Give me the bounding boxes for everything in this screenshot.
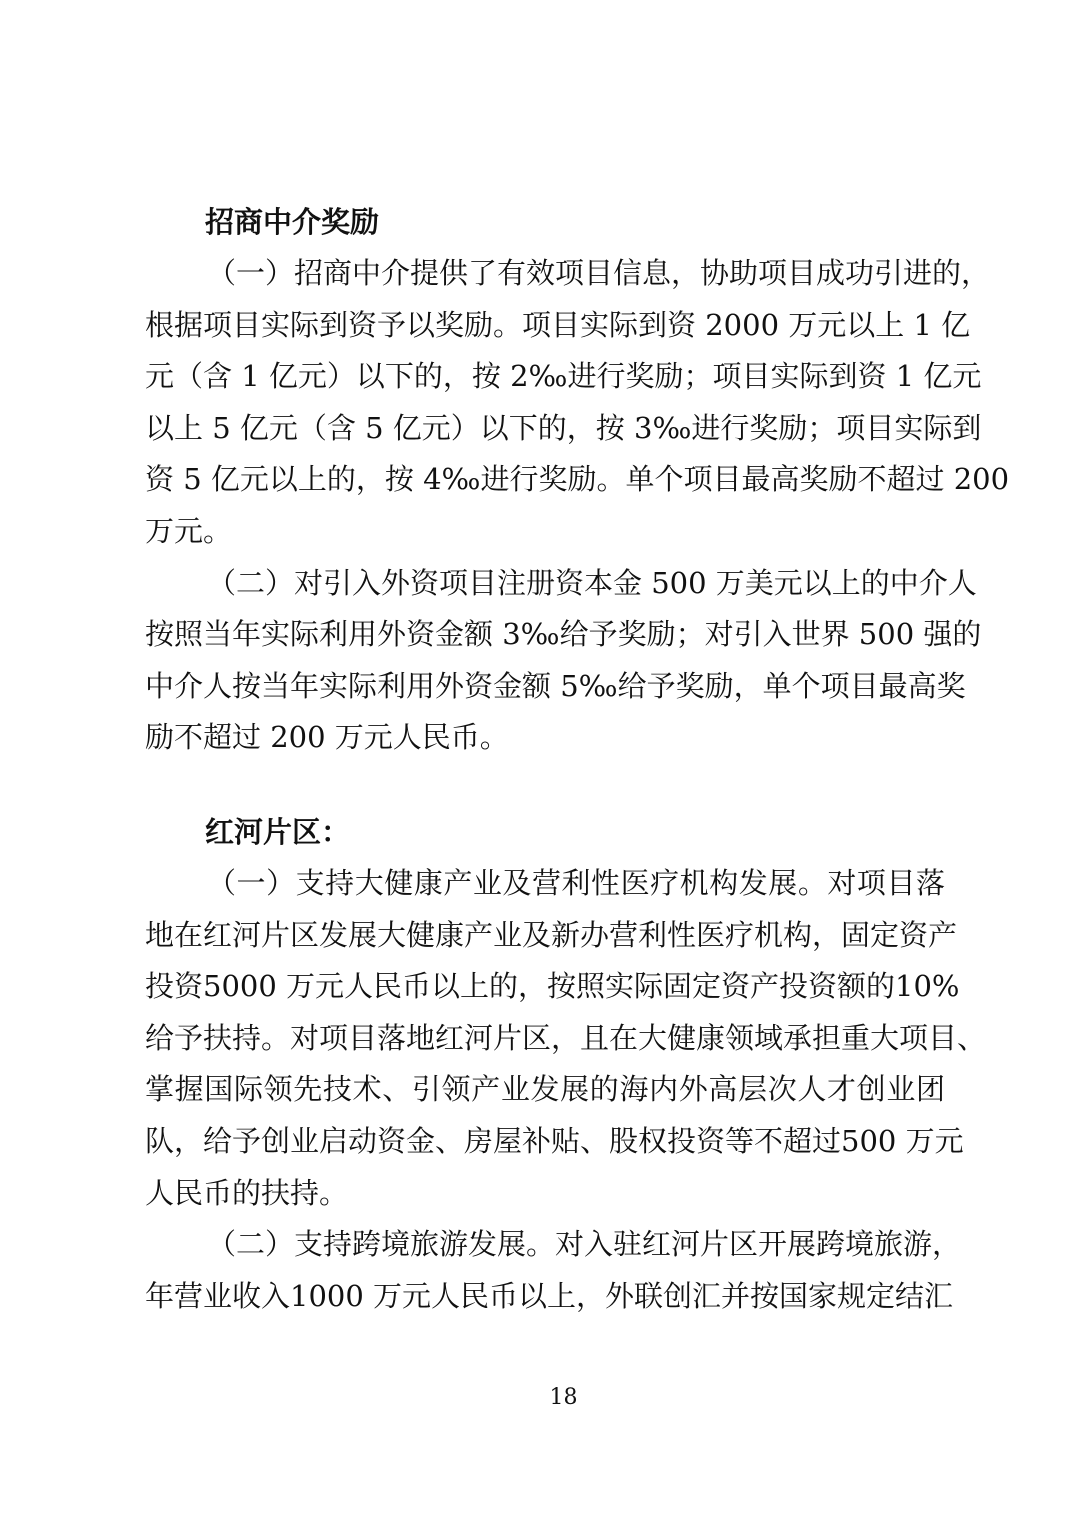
page-number: 18 (549, 1385, 578, 1410)
text-line: 给予扶持。对项目落地红河片区，且在大健康领域承担重大项目、 (145, 1020, 987, 1055)
paragraph-cross-border-tourism (145, 1219, 962, 1322)
page-content (145, 196, 1010, 1322)
text-line: 投资5000 万元人民币以上的，按照实际固定资产投资额的10% (145, 969, 960, 1004)
section-spacer (145, 764, 945, 806)
text-line: 根据项目实际到资予以奖励。项目实际到资 2000 万元以上 1 亿 (145, 307, 971, 342)
section-heading-honghe-area: 红河片区： (205, 814, 351, 849)
text-line: （二）支持跨境旅游发展。对入驻红河片区开展跨境旅游， (207, 1227, 962, 1262)
section-heading-investment-intermediary: 招商中介奖励 (205, 205, 380, 239)
text-line: 地在红河片区发展大健康产业及新办营利性医疗机构，固定资产 (145, 917, 958, 952)
paragraph-intermediary-reward-1 (145, 248, 1010, 558)
text-line: （二）对引入外资项目注册资本金 500 万美元以上的中介人 (207, 565, 977, 600)
paragraph-health-industry-support (145, 858, 987, 1219)
text-line: 元（含 1 亿元）以下的，按 2‰进行奖励；项目实际到资 1 亿元 (145, 359, 982, 394)
text-line: 万元。 (145, 513, 233, 548)
text-line: （一）招商中介提供了有效项目信息，协助项目成功引进的， (207, 256, 991, 290)
text-line: 中介人按当年实际利用外资金额 5‰给予奖励，单个项目最高奖 (145, 668, 966, 703)
text-line: 人民币的扶持。 (145, 1175, 349, 1210)
text-line: 以上 5 亿元（含 5 亿元）以下的，按 3‰进行奖励；项目实际到 (145, 410, 982, 445)
text-line: 励不超过 200 万元人民币。 (145, 720, 509, 755)
text-line: 掌握国际领先技术、引领产业发展的海内外高层次人才创业团 (145, 1072, 945, 1107)
text-line: 队，给予创业启动资金、房屋补贴、股权投资等不超过500 万元 (145, 1123, 964, 1158)
text-line: 按照当年实际利用外资金额 3‰给予奖励；对引入世界 500 强的 (145, 617, 982, 652)
paragraph-intermediary-reward-2 (145, 558, 982, 764)
text-line: （一）支持大健康产业及营利性医疗机构发展。对项目落 (207, 865, 945, 900)
text-line: 年营业收入1000 万元人民币以上，外联创汇并按国家规定结汇 (145, 1278, 954, 1313)
text-line: 资 5 亿元以上的，按 4‰进行奖励。单个项目最高奖励不超过 200 (145, 462, 1010, 497)
